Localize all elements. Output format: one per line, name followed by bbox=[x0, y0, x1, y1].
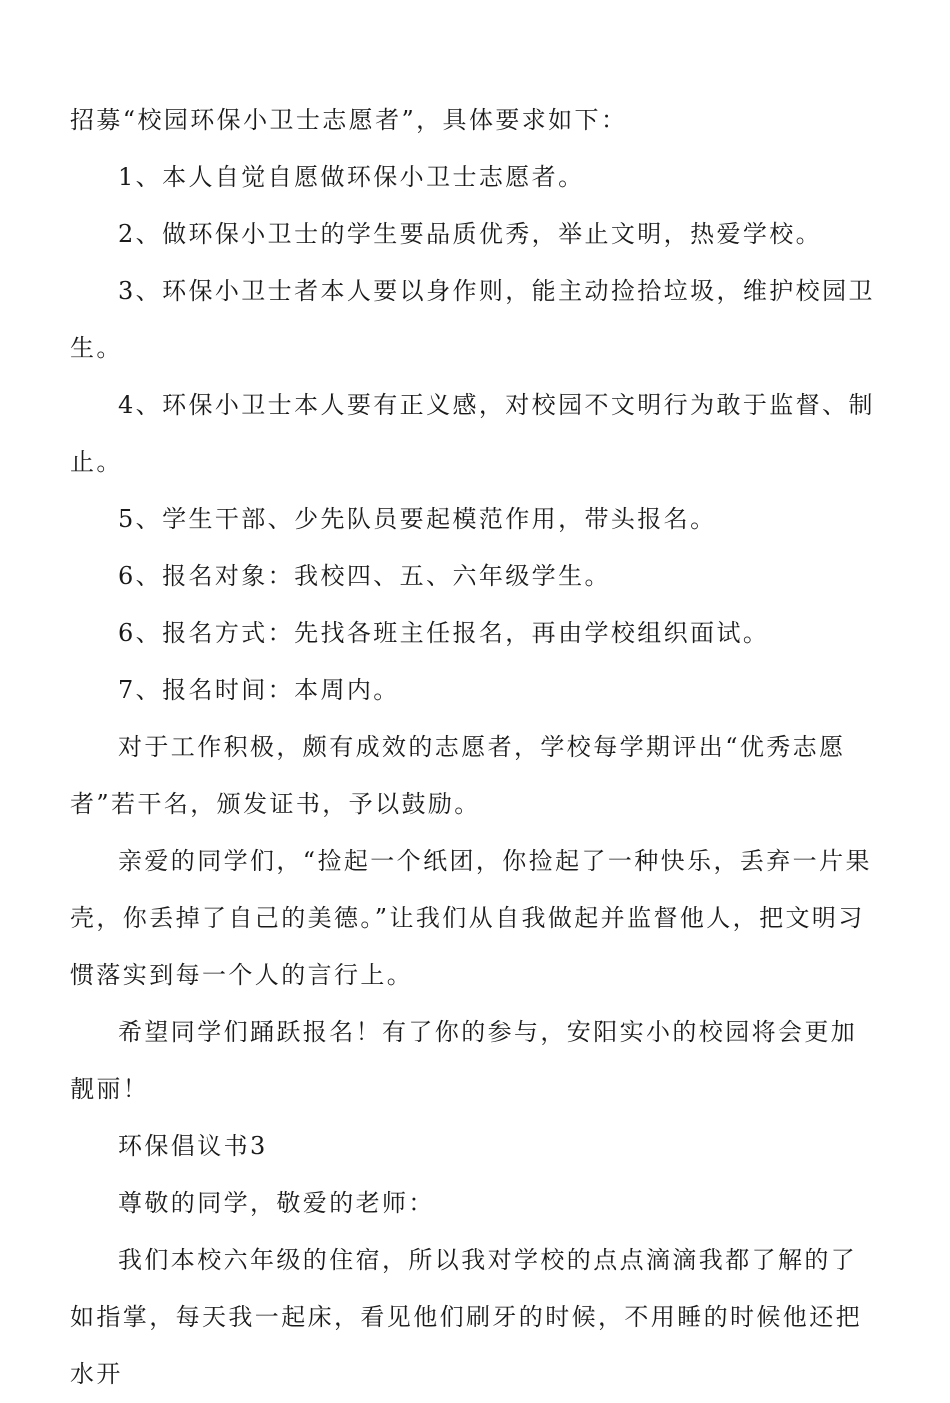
paragraph-requirement-1: 1、本人自觉自愿做环保小卫士志愿者。 bbox=[118, 163, 585, 191]
paragraph-requirement-2: 2、做环保小卫士的学生要品质优秀，举止文明，热爱学校。 bbox=[118, 220, 823, 248]
paragraph-recruitment-intro: 招募“校园环保小卫士志愿者”，具体要求如下： bbox=[70, 106, 628, 134]
paragraph-requirement-3: 3、环保小卫士者本人要以身作则，能主动捡拾垃圾，维护校园卫生。 bbox=[70, 277, 875, 362]
paragraph-signup-target: 6、报名对象：我校四、五、六年级学生。 bbox=[118, 562, 611, 590]
paragraph-requirement-5: 5、学生干部、少先队员要起模范作用，带头报名。 bbox=[118, 505, 717, 533]
paragraph-signup-time: 7、报名时间：本周内。 bbox=[118, 676, 400, 704]
paragraph-requirement-4: 4、环保小卫士本人要有正义感，对校园不文明行为敢于监督、制止。 bbox=[70, 391, 875, 476]
paragraph-body-start: 我们本校六年级的住宿，所以我对学校的点点滴滴我都了解的了如指掌，每天我一起床，看见他们刷牙的时候，不用睡的时候他还把水开 bbox=[70, 1246, 862, 1388]
section-heading: 环保倡议书3 bbox=[118, 1132, 268, 1160]
paragraph-hope: 希望同学们踊跃报名！有了你的参与，安阳实小的校园将会更加靓丽！ bbox=[70, 1018, 858, 1103]
paragraph-appeal: 亲爱的同学们，“捡起一个纸团，你捡起了一种快乐，丢弃一片果壳，你丢掉了自己的美德。”让我们从自我做起并监督他人，把文明习惯落实到每一个人的言行上。 bbox=[70, 847, 872, 989]
document-body bbox=[70, 92, 882, 1403]
paragraph-award: 对于工作积极，颇有成效的志愿者，学校每学期评出“优秀志愿者”若干名，颁发证书，予以鼓励。 bbox=[70, 733, 846, 818]
paragraph-salutation: 尊敬的同学，敬爱的老师： bbox=[118, 1189, 435, 1217]
paragraph-signup-method: 6、报名方式：先找各班主任报名，再由学校组织面试。 bbox=[118, 619, 770, 647]
